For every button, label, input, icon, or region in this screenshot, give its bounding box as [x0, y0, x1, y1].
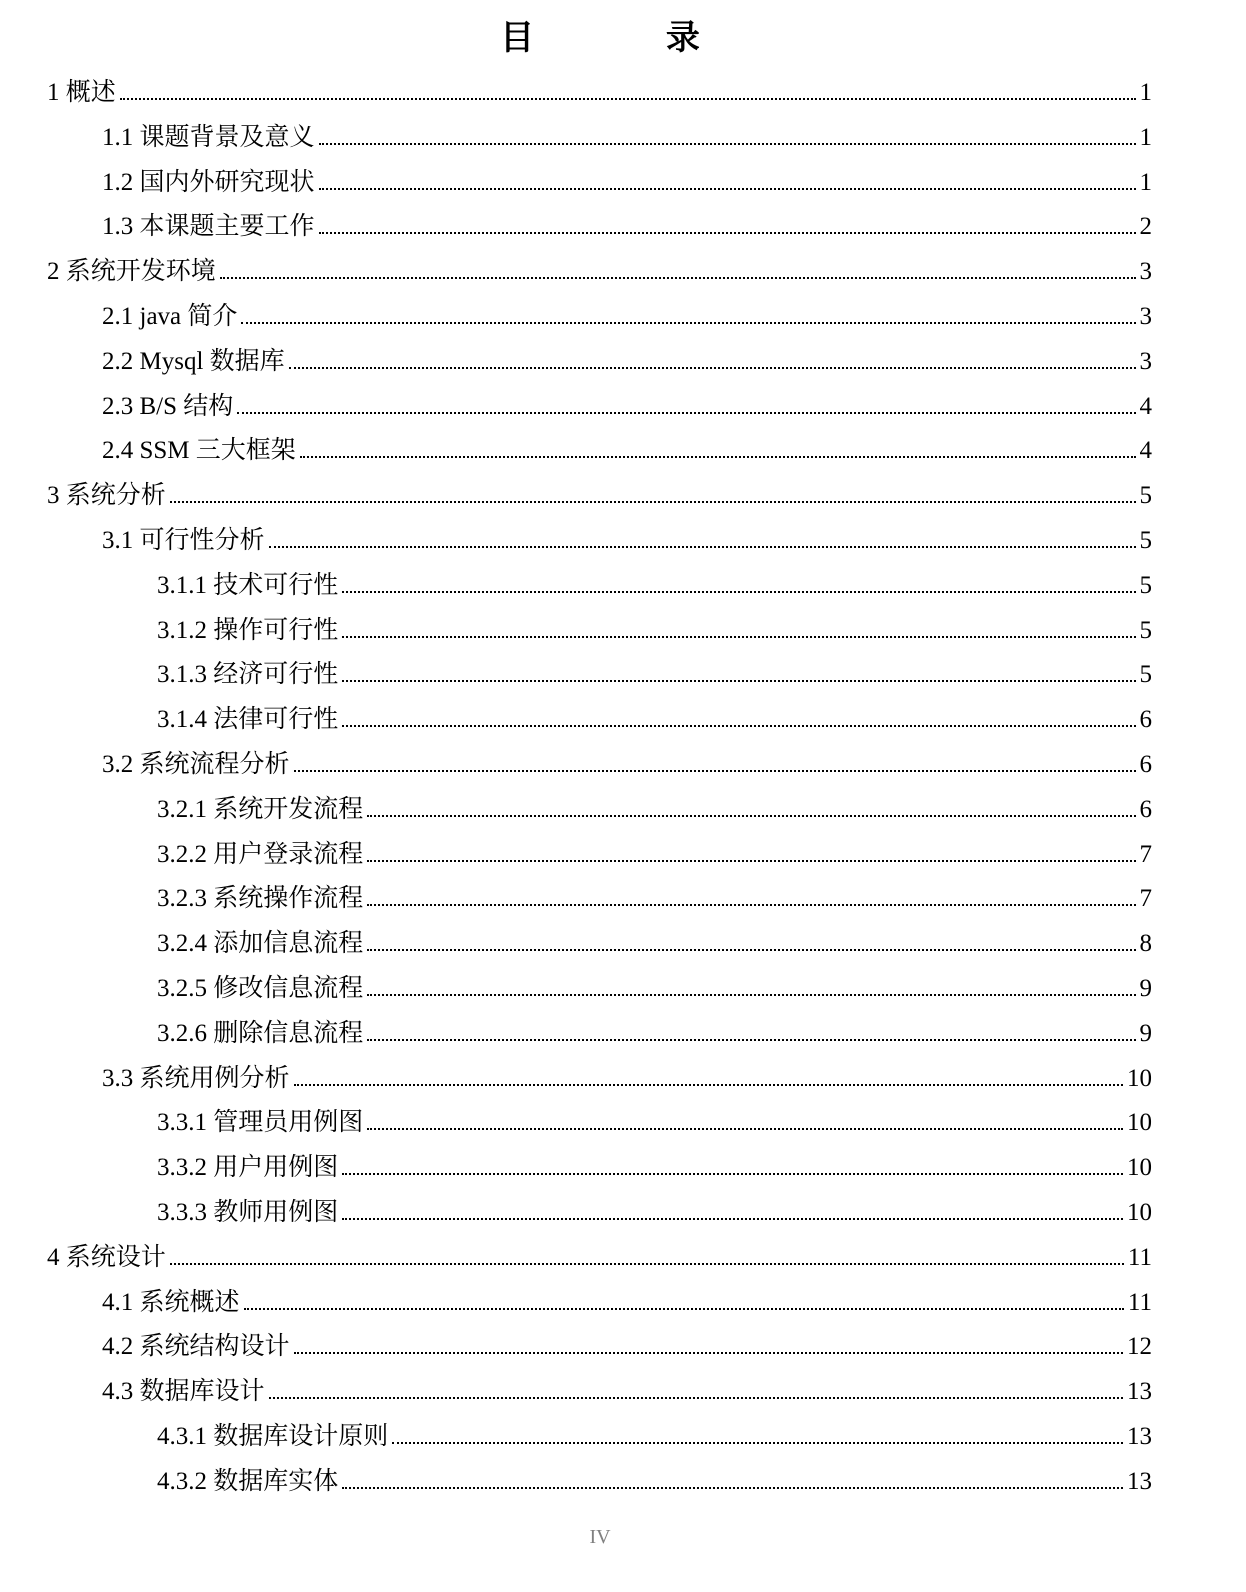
- toc-entry[interactable]: [157, 927, 1152, 959]
- toc-leader-dots: [300, 456, 1136, 458]
- toc-leader-dots: [367, 815, 1135, 817]
- toc-leader-dots: [342, 1487, 1123, 1489]
- toc-entry-page-number: 6: [1139, 706, 1152, 734]
- toc-leader-dots: [367, 904, 1135, 906]
- toc-entry[interactable]: [102, 300, 1152, 332]
- toc-leader-dots: [342, 725, 1135, 727]
- toc-entry-title: 3.3.1 管理员用例图: [157, 1109, 364, 1137]
- toc-entry-title: 3.2.3 系统操作流程: [157, 885, 364, 913]
- toc-leader-dots: [342, 680, 1135, 682]
- toc-leader-dots: [170, 1263, 1124, 1265]
- toc-leader-dots: [220, 277, 1136, 279]
- toc-entry-page-number: 4: [1139, 437, 1152, 465]
- toc-leader-dots: [342, 636, 1135, 638]
- toc-entry-title: 3.1.4 法律可行性: [157, 706, 339, 734]
- toc-entry-title: 1 概述: [47, 79, 116, 106]
- toc-leader-dots: [237, 412, 1135, 414]
- toc-entry-page-number: 9: [1139, 975, 1152, 1002]
- toc-entry[interactable]: [157, 882, 1152, 914]
- toc-entry[interactable]: [157, 972, 1152, 1004]
- toc-leader-dots: [319, 232, 1136, 234]
- toc-entry-title: 3.1.2 操作可行性: [157, 616, 339, 644]
- toc-entry[interactable]: [102, 390, 1152, 422]
- toc-entry-title: 1.3 本课题主要工作: [102, 213, 315, 241]
- toc-leader-dots: [367, 860, 1135, 862]
- toc-entry-page-number: 1: [1139, 123, 1152, 151]
- toc-entry[interactable]: [157, 1465, 1152, 1497]
- toc-entry[interactable]: [102, 434, 1152, 466]
- toc-entry[interactable]: [47, 255, 1152, 287]
- toc-entry[interactable]: [102, 748, 1152, 780]
- toc-leader-dots: [367, 1128, 1123, 1130]
- toc-entry-title: 3.2.5 修改信息流程: [157, 975, 364, 1002]
- toc-entry-title: 1.1 课题背景及意义: [102, 123, 315, 151]
- toc-entry-title: 4.3.1 数据库设计原则: [157, 1423, 389, 1450]
- toc-entry-title: 4 系统设计: [47, 1243, 166, 1271]
- toc-entry-page-number: 5: [1139, 527, 1152, 554]
- toc-entry-title: 2.1 java 简介: [102, 303, 238, 330]
- toc-entry-page-number: 11: [1127, 1288, 1152, 1316]
- toc-entry[interactable]: [157, 838, 1152, 870]
- toc-entry-title: 3.2.2 用户登录流程: [157, 840, 364, 868]
- toc-entry[interactable]: [157, 1196, 1152, 1228]
- toc-leader-dots: [244, 1308, 1124, 1310]
- toc-entry-page-number: 10: [1127, 1109, 1152, 1137]
- toc-entry-page-number: 9: [1139, 1019, 1152, 1047]
- toc-entry-page-number: 8: [1139, 930, 1152, 958]
- toc-entry[interactable]: [102, 166, 1152, 198]
- toc-leader-dots: [289, 367, 1136, 369]
- toc-entry-page-number: 3: [1139, 258, 1152, 286]
- toc-entry-title: 2.3 B/S 结构: [102, 392, 234, 420]
- toc-leader-dots: [269, 546, 1136, 548]
- toc-entry-title: 3.1 可行性分析: [102, 527, 265, 554]
- toc-entry[interactable]: [157, 1106, 1152, 1138]
- toc-entry[interactable]: [102, 121, 1152, 153]
- toc-leader-dots: [241, 322, 1135, 324]
- toc-entry[interactable]: [47, 1241, 1152, 1273]
- toc-entry-page-number: 7: [1139, 885, 1152, 913]
- toc-entry-page-number: 7: [1139, 840, 1152, 868]
- toc-leader-dots: [367, 1039, 1135, 1041]
- toc-entry-title: 3.2 系统流程分析: [102, 751, 290, 778]
- toc-entry[interactable]: [157, 1017, 1152, 1049]
- toc-leader-dots: [269, 1397, 1123, 1399]
- toc-entry-page-number: 5: [1139, 616, 1152, 644]
- toc-entry-page-number: 10: [1127, 1154, 1152, 1182]
- toc-entry-page-number: 6: [1139, 795, 1152, 823]
- toc-entry-page-number: 12: [1127, 1333, 1152, 1361]
- toc-entry[interactable]: [102, 1062, 1152, 1094]
- toc-entry-page-number: 3: [1139, 303, 1152, 330]
- toc-entry-title: 3.2.6 删除信息流程: [157, 1019, 364, 1047]
- toc-leader-dots: [294, 1352, 1123, 1354]
- toc-entry-page-number: 13: [1127, 1378, 1152, 1406]
- toc-leader-dots: [367, 994, 1135, 996]
- toc-leader-dots: [342, 1218, 1123, 1220]
- toc-entry-title: 4.3 数据库设计: [102, 1378, 265, 1406]
- toc-leader-dots: [294, 770, 1136, 772]
- toc-entry-page-number: 11: [1127, 1243, 1152, 1271]
- toc-entry-title: 3.1.1 技术可行性: [157, 571, 339, 599]
- toc-leader-dots: [367, 949, 1135, 951]
- toc-leader-dots: [170, 501, 1136, 503]
- toc-leader-dots: [319, 143, 1136, 145]
- toc-entry-title: 2.4 SSM 三大框架: [102, 437, 296, 465]
- toc-entry[interactable]: [157, 569, 1152, 601]
- toc-entry-title: 4.2 系统结构设计: [102, 1333, 290, 1361]
- toc-entry-title: 1.2 国内外研究现状: [102, 168, 315, 196]
- toc-entry-title: 3.3.3 教师用例图: [157, 1199, 339, 1226]
- toc-entry[interactable]: [102, 1330, 1152, 1362]
- toc-entry[interactable]: [47, 76, 1152, 108]
- toc-entry-title: 3.3.2 用户用例图: [157, 1154, 339, 1182]
- toc-entry[interactable]: [102, 210, 1152, 242]
- toc-leader-dots: [342, 1173, 1123, 1175]
- toc-leader-dots: [294, 1084, 1123, 1086]
- toc-entry[interactable]: [157, 1420, 1152, 1452]
- toc-entry[interactable]: [102, 345, 1152, 377]
- toc-entry-page-number: 13: [1127, 1467, 1152, 1495]
- toc-entry-page-number: 10: [1127, 1064, 1152, 1092]
- toc-entry-page-number: 4: [1139, 392, 1152, 420]
- toc-entry-title: 4.3.2 数据库实体: [157, 1467, 339, 1495]
- toc-entry[interactable]: [157, 793, 1152, 825]
- toc-entry-page-number: 2: [1139, 213, 1152, 241]
- toc-entry[interactable]: [102, 524, 1152, 556]
- toc-entry-title: 3.3 系统用例分析: [102, 1064, 290, 1092]
- toc-entry[interactable]: [102, 1375, 1152, 1407]
- toc-entry-title: 4.1 系统概述: [102, 1288, 240, 1316]
- toc-entry-page-number: 5: [1139, 571, 1152, 599]
- toc-entry-title: 2.2 Mysql 数据库: [102, 347, 285, 375]
- toc-entry-page-number: 1: [1139, 79, 1152, 106]
- toc-entry-title: 3.2.4 添加信息流程: [157, 930, 364, 958]
- toc-entry-title: 3.2.1 系统开发流程: [157, 795, 364, 823]
- toc-entry[interactable]: [157, 703, 1152, 735]
- toc-entry[interactable]: [157, 658, 1152, 690]
- toc-entry-title: 3 系统分析: [47, 482, 166, 510]
- toc-entry-page-number: 5: [1139, 661, 1152, 689]
- toc-entry[interactable]: [157, 614, 1152, 646]
- footer-page-number: IV: [589, 1526, 611, 1548]
- toc-entry[interactable]: [47, 479, 1152, 511]
- toc-leader-dots: [120, 98, 1136, 100]
- toc-entry-title: 3.1.3 经济可行性: [157, 661, 339, 689]
- toc-entry-page-number: 10: [1127, 1199, 1152, 1226]
- toc-entry-page-number: 13: [1127, 1423, 1152, 1450]
- toc-entry[interactable]: [102, 1286, 1152, 1318]
- toc-entry-page-number: 3: [1139, 347, 1152, 375]
- toc-entry-page-number: 1: [1139, 168, 1152, 196]
- toc-entry-page-number: 5: [1139, 482, 1152, 510]
- toc-leader-dots: [342, 591, 1135, 593]
- toc-leader-dots: [319, 188, 1136, 190]
- toc-title: 目 录: [500, 18, 760, 58]
- toc-leader-dots: [392, 1442, 1123, 1444]
- toc-entry-page-number: 6: [1139, 751, 1152, 778]
- toc-entry-title: 2 系统开发环境: [47, 258, 216, 286]
- toc-entry[interactable]: [157, 1151, 1152, 1183]
